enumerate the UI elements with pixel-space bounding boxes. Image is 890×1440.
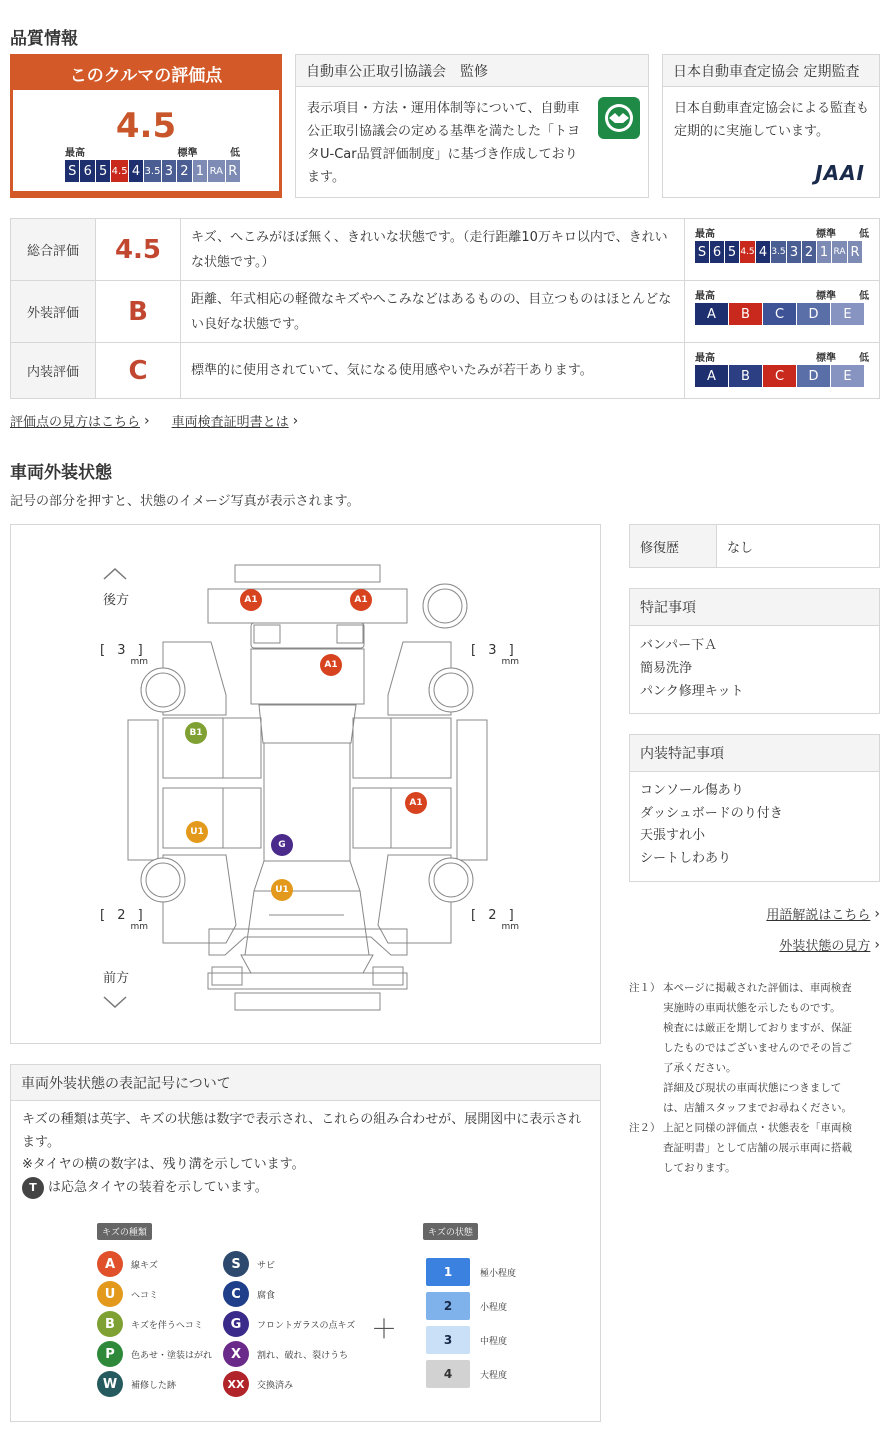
kousei-body: 表示項目・方法・運用体制等について、自動車公正取引協議会の定める基準を満たした「トヨタU-Car品質評価制度」に基づき作成しております。: [307, 101, 581, 185]
repair-history: [629, 524, 880, 568]
damage-level-label: 小程度: [480, 1302, 508, 1313]
score-scale-cell: 6: [710, 241, 724, 263]
front-label: 前方: [103, 971, 130, 986]
grade-scale-cell: E: [831, 365, 864, 387]
list-item: は、店舗スタッフまでお尋ねください。: [663, 1102, 852, 1114]
list-item: 本ページに掲載された評価は、車両検査: [663, 982, 852, 994]
score-scale-cell: 2: [802, 241, 816, 263]
kousei-box: [295, 54, 649, 198]
exterior-guide-link[interactable]: [779, 935, 880, 954]
score-scale-cell: 2: [177, 160, 191, 182]
score-scale-cell: S: [695, 241, 709, 263]
damage-mark[interactable]: B1: [185, 722, 207, 744]
list-item: 簡易洗浄: [640, 661, 693, 676]
grade-scale-cell: C: [763, 303, 796, 325]
damage-type-label: キズを伴うヘコミ: [131, 1320, 203, 1331]
list-item: したものではございませんのでその旨ご: [663, 1042, 852, 1054]
types-title: キズの種類: [97, 1223, 152, 1240]
list-item: 詳細及び現状の車両状態につきまして: [663, 1082, 842, 1094]
score-box-header: このクルマの評価点: [69, 66, 223, 86]
jaai-box: [662, 54, 880, 198]
label-low: 低: [859, 291, 869, 302]
label-low: 低: [230, 148, 240, 159]
jaai-logo: JAAI: [815, 161, 865, 185]
rating-value: 4.5: [96, 219, 181, 280]
damage-type-badge: X: [223, 1341, 249, 1367]
kousei-logo-icon: [598, 97, 640, 139]
label-std: 標準: [816, 291, 836, 302]
score-scale-cell: S: [65, 160, 79, 182]
list-item: 査証明書」として店舗の展示車両に搭載: [663, 1142, 852, 1154]
score-scale-cell: 4: [756, 241, 770, 263]
chevron-right-icon: ›: [874, 905, 880, 922]
special-notes: [629, 588, 880, 714]
score-scale: [65, 160, 240, 182]
damage-type-item: [223, 1341, 348, 1367]
tire-depth-value: 2: [117, 908, 126, 923]
list-item: しております。: [663, 1162, 736, 1174]
rating-description: 標準的に使用されていて、気になる使用感やいたみが若干あります。: [191, 363, 593, 378]
damage-level-label: 大程度: [480, 1370, 508, 1381]
damage-type-label: 色あせ・塗装はがれ: [131, 1350, 213, 1361]
label-low: 低: [859, 353, 869, 364]
exterior-guide-link-label[interactable]: 外装状態の見方: [779, 939, 871, 954]
damage-level-label: 中程度: [480, 1336, 508, 1347]
tire-depth-value: 3: [488, 643, 497, 658]
legend-box: [10, 1064, 601, 1422]
tire-depth-front-right: [471, 908, 519, 931]
damage-type-badge: XX: [223, 1371, 249, 1397]
damage-type-label: 補修した跡: [131, 1380, 177, 1391]
notes: [629, 978, 880, 1178]
tire-depth-unit: mm: [501, 657, 519, 667]
score-scale-cell: 3: [787, 241, 801, 263]
score-scale-cell: 5: [725, 241, 739, 263]
tire-depth-rear-right: [471, 643, 519, 666]
levels-title: キズの状態: [423, 1223, 478, 1240]
bracket-left: [: [100, 643, 106, 658]
damage-level-badge: 3: [426, 1326, 470, 1354]
note2-label: 注２）: [629, 1122, 661, 1134]
damage-level-badge: 4: [426, 1360, 470, 1388]
damage-mark[interactable]: A1: [405, 792, 427, 814]
label-low: 低: [859, 229, 869, 240]
list-item: 実施時の車両状態を示したものです。: [663, 1002, 841, 1014]
score-scale-cell: 4: [129, 160, 143, 182]
list-item: バンパー下Ａ: [640, 638, 718, 653]
score-scale-cell: R: [848, 241, 862, 263]
damage-type-item: [223, 1251, 275, 1277]
damage-type-label: ヘコミ: [131, 1290, 159, 1301]
list-item: 検査には厳正を期しておりますが、保証: [663, 1022, 852, 1034]
label-high: 最高: [695, 229, 715, 240]
rating-description: 距離、年式相応の軽微なキズやへこみなどはあるものの、目立つものはほとんどない良好な状態です。: [191, 291, 672, 332]
glossary-link-label[interactable]: 用語解説はこちら: [766, 908, 871, 923]
rating-scale: [695, 303, 869, 325]
special-notes-title: 特記事項: [630, 589, 879, 626]
label-high: 最高: [695, 291, 715, 302]
label-high: 最高: [695, 353, 715, 364]
label-std: 標準: [816, 229, 836, 240]
grade-scale-cell: E: [831, 303, 864, 325]
rating-description: キズ、へこみがほぼ無く、きれいな状態です。（走行距離10万キロ以内で、きれいな状態です。）: [191, 229, 668, 270]
jaai-body: 日本自動車査定協会による監査も定期的に実施しています。: [674, 101, 870, 139]
plus-icon: ＋: [371, 1315, 398, 1345]
score-scale-cell: 3: [162, 160, 176, 182]
bracket-right: ]: [137, 908, 143, 923]
list-item: 了承ください。: [663, 1062, 737, 1074]
exterior-section-title: 車両外装状態: [10, 463, 112, 483]
damage-type-label: 線キズ: [131, 1260, 158, 1271]
glossary-link[interactable]: [766, 904, 880, 923]
list-item: パンク修理キット: [640, 684, 744, 699]
score-scale-cell: 4.5: [111, 160, 127, 182]
damage-level-badge: 1: [426, 1258, 470, 1286]
grade-scale-cell: A: [695, 365, 728, 387]
damage-level-item: [426, 1258, 516, 1286]
score-scale-cell: 1: [817, 241, 831, 263]
score-scale-cell: RA: [832, 241, 847, 263]
legend-line1: キズの種類は英字、キズの状態は数字で表示され、これらの組み合わせが、展開図中に表示されます。: [22, 1112, 582, 1150]
jaai-header: 日本自動車査定協会 定期監査: [663, 55, 879, 87]
list-item: コンソール傷あり: [640, 783, 744, 798]
bracket-left: [: [471, 908, 477, 923]
label-high: 最高: [65, 148, 85, 159]
list-item: シートしわあり: [640, 850, 732, 866]
score-box: [10, 54, 282, 198]
spare-tire-icon: T: [22, 1177, 44, 1199]
damage-type-badge: W: [97, 1371, 123, 1397]
grade-scale-cell: B: [729, 303, 762, 325]
damage-type-badge: C: [223, 1281, 249, 1307]
grade-scale-cell: B: [729, 365, 762, 387]
damage-type-badge: B: [97, 1311, 123, 1337]
tire-depth-rear-left: [100, 643, 148, 666]
note1-label: 注１）: [629, 982, 661, 994]
damage-level-item: [426, 1326, 507, 1354]
damage-type-label: 割れ、破れ、裂けうち: [257, 1350, 349, 1361]
damage-type-item: [97, 1281, 158, 1307]
score-scale-cell: 3.5: [771, 241, 786, 263]
damage-type-label: 交換済み: [257, 1380, 294, 1391]
damage-mark[interactable]: A1: [350, 589, 372, 611]
damage-mark[interactable]: A1: [320, 654, 342, 676]
damage-type-item: [97, 1371, 176, 1397]
tire-depth-front-left: [100, 908, 148, 931]
quality-section-title: 品質情報: [10, 29, 78, 49]
repair-value: なし: [727, 540, 754, 556]
rating-row: [10, 218, 880, 281]
rating-row: [10, 342, 880, 399]
cert-link-label[interactable]: 車両検査証明書とは: [171, 415, 289, 430]
damage-level-item: [426, 1292, 507, 1320]
list-item: 天張すれ小: [640, 828, 706, 843]
tire-depth-unit: mm: [501, 922, 519, 932]
damage-type-label: フロントガラスの点キズ: [257, 1320, 356, 1331]
exterior-subtitle: 記号の部分を押すと、状態のイメージ写真が表示されます。: [10, 494, 360, 509]
rating-row: [10, 280, 880, 343]
damage-type-badge: U: [97, 1281, 123, 1307]
score-scale-cell: RA: [208, 160, 224, 182]
rating-value: B: [96, 281, 181, 342]
grade-scale-cell: C: [763, 365, 796, 387]
interior-notes-title: 内装特記事項: [630, 735, 879, 772]
legend-title: 車両外装状態の表記記号について: [11, 1065, 600, 1101]
chevron-right-icon: ›: [292, 412, 299, 429]
damage-type-badge: P: [97, 1341, 123, 1367]
legend-line3: は応急タイヤの装着を示しています。: [48, 1179, 268, 1195]
tire-depth-value: 3: [117, 643, 126, 658]
cert-link[interactable]: [172, 411, 299, 430]
list-item: 上記と同様の評価点・状態表を「車両検: [663, 1122, 852, 1134]
bracket-left: [: [471, 643, 477, 658]
list-item: ダッシュボードのり付き: [640, 805, 783, 821]
legend-line2: ※タイヤの横の数字は、残り溝を示しています。: [22, 1157, 305, 1172]
bracket-right: ]: [508, 908, 514, 923]
car-diagram: [10, 524, 601, 1044]
kousei-header: 自動車公正取引協議会 監修: [296, 55, 648, 87]
grade-scale-cell: D: [797, 303, 830, 325]
label-std: 標準: [177, 148, 198, 159]
chevron-right-icon: ›: [144, 412, 150, 429]
damage-type-item: [97, 1341, 212, 1367]
damage-level-badge: 2: [426, 1292, 470, 1320]
interior-notes: [629, 734, 880, 882]
rating-scale: [695, 365, 869, 387]
bracket-right: ]: [508, 643, 514, 658]
grade-scale-cell: A: [695, 303, 728, 325]
score-scale-cell: 1: [193, 160, 207, 182]
damage-type-item: [223, 1311, 355, 1337]
damage-mark[interactable]: U1: [186, 821, 208, 843]
rating-label: 総合評価: [11, 219, 96, 280]
damage-type-badge: G: [223, 1311, 249, 1337]
grade-scale-cell: D: [797, 365, 830, 387]
damage-mark[interactable]: A1: [240, 589, 262, 611]
damage-mark[interactable]: U1: [271, 879, 293, 901]
rating-label: 外装評価: [11, 281, 96, 342]
rating-value: C: [96, 343, 181, 398]
chevron-right-icon: ›: [874, 936, 880, 953]
overall-score: 4.5: [115, 106, 177, 146]
damage-type-item: [223, 1371, 293, 1397]
rating-scale: [695, 241, 869, 263]
damage-type-badge: A: [97, 1251, 123, 1277]
label-std: 標準: [816, 353, 836, 364]
repair-label: 修復歴: [630, 525, 717, 567]
damage-type-item: [97, 1251, 158, 1277]
damage-level-label: 極小程度: [480, 1268, 517, 1279]
bracket-left: [: [100, 908, 106, 923]
score-scale-cell: 5: [96, 160, 110, 182]
tire-depth-unit: mm: [130, 657, 148, 667]
damage-type-label: サビ: [257, 1260, 276, 1271]
tire-depth-unit: mm: [130, 922, 148, 932]
car-outline: [11, 525, 602, 1045]
damage-level-item: [426, 1360, 507, 1388]
rear-label: 後方: [103, 593, 130, 608]
damage-mark[interactable]: G: [271, 834, 293, 856]
score-scale-cell: 6: [80, 160, 94, 182]
damage-type-label: 腐食: [257, 1290, 276, 1301]
score-scale-cell: 3.5: [144, 160, 160, 182]
damage-type-item: [97, 1311, 203, 1337]
bracket-right: ]: [137, 643, 143, 658]
score-guide-link[interactable]: [10, 411, 150, 430]
score-scale-cell: 4.5: [740, 241, 755, 263]
rating-label: 内装評価: [11, 343, 96, 398]
damage-type-item: [223, 1281, 275, 1307]
score-scale-cell: R: [226, 160, 240, 182]
score-guide-link-label[interactable]: 評価点の見方はこちら: [10, 415, 141, 430]
damage-type-badge: S: [223, 1251, 249, 1277]
tire-depth-value: 2: [488, 908, 497, 923]
